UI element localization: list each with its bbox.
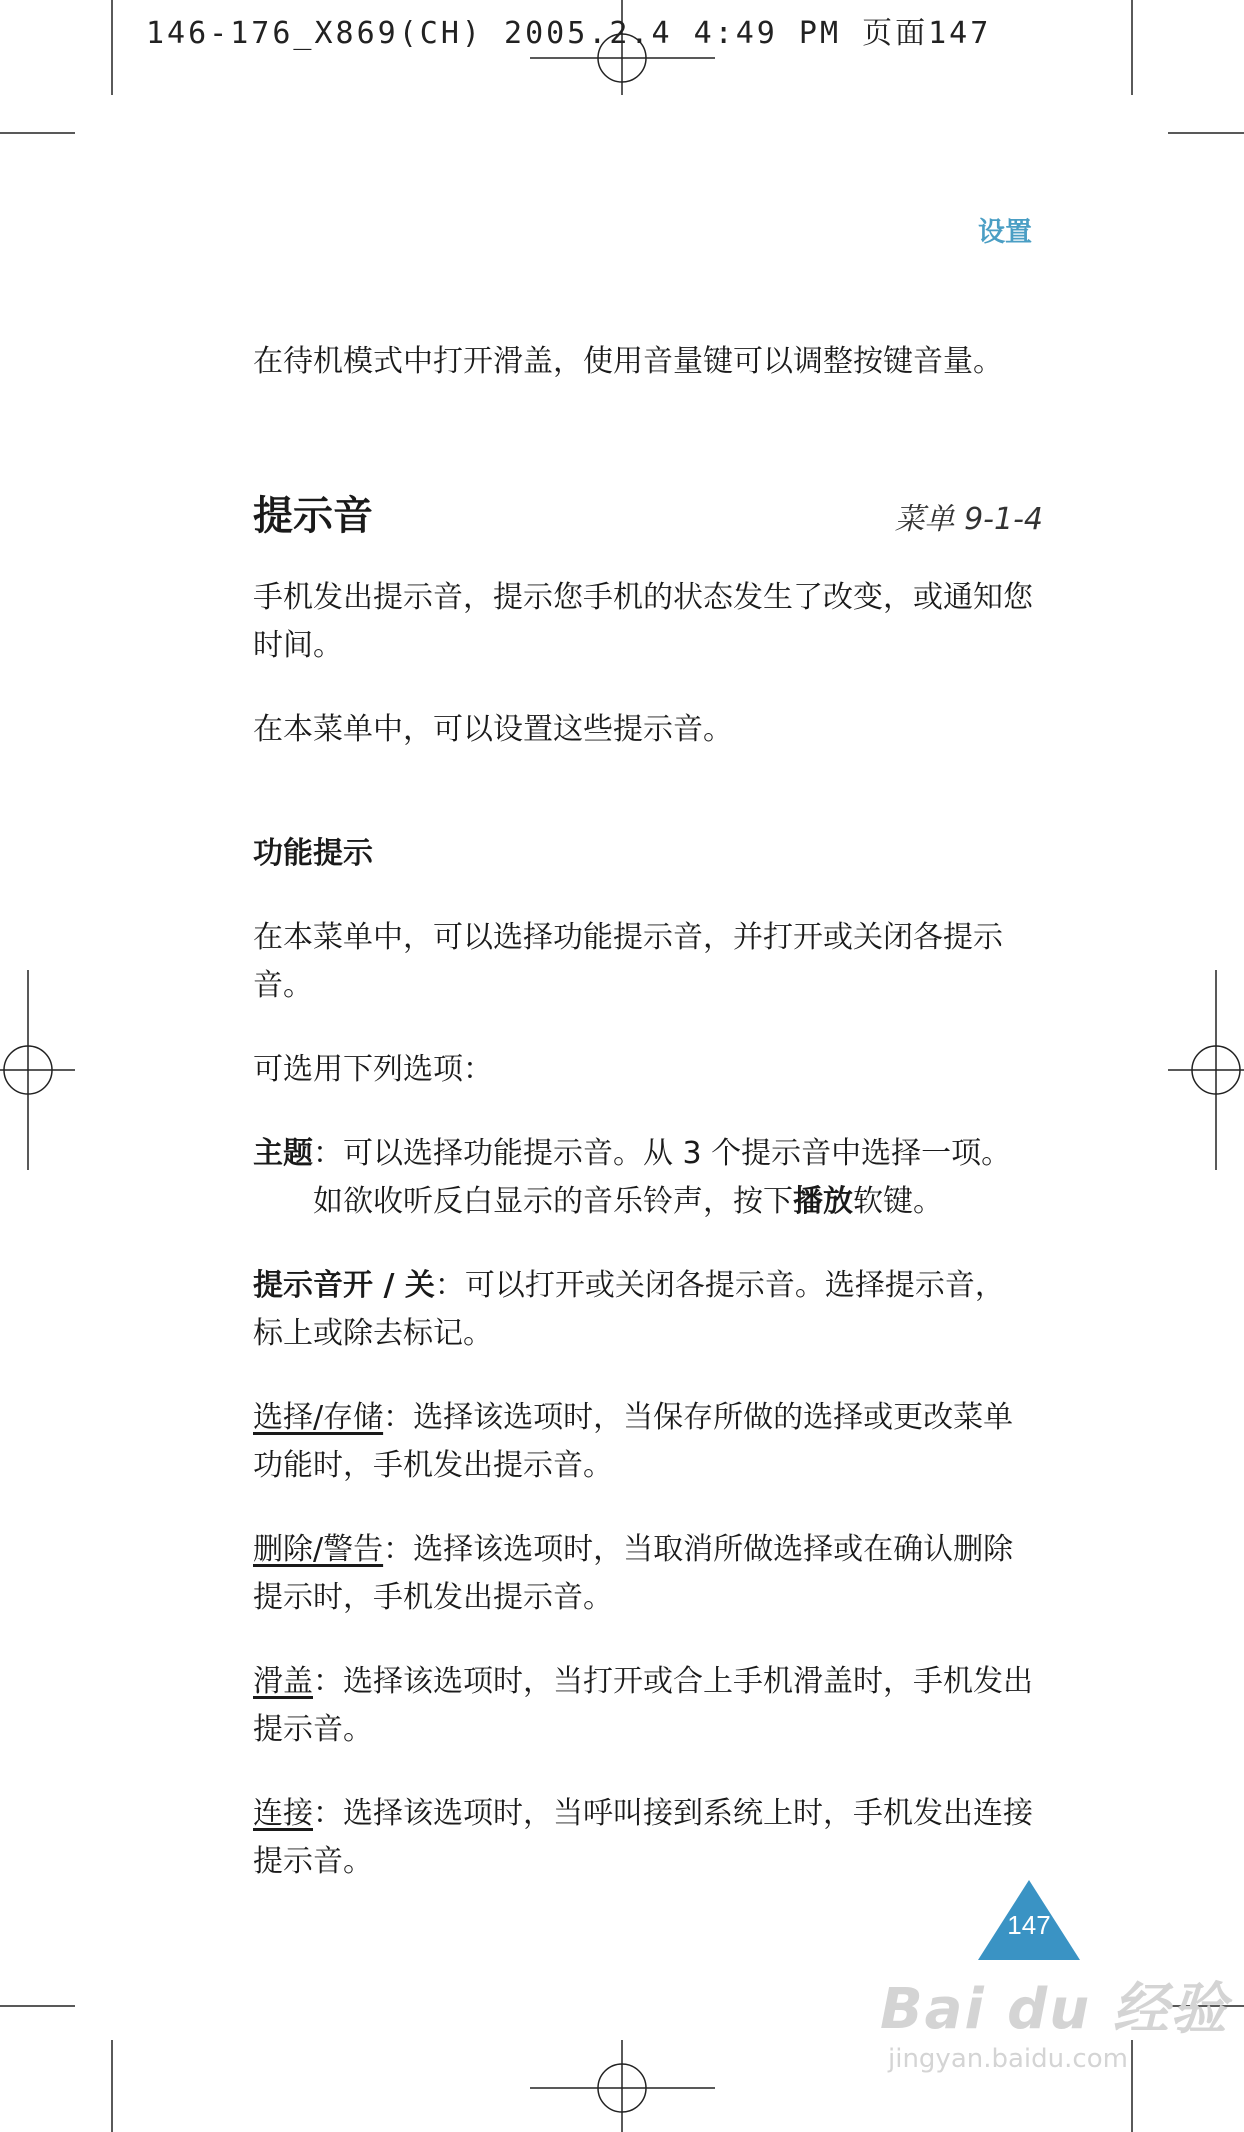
watermark-brand: Bai du 经验 <box>880 1977 1229 2042</box>
softkey-label: 播放 <box>793 1184 853 1219</box>
section-label: 设置 <box>978 217 1032 248</box>
option-text <box>313 1130 1033 1226</box>
page-number: 147 <box>1007 1910 1051 1940</box>
setting-paragraph: 在本菜单中，可以设置这些提示音。 <box>253 712 733 747</box>
watermark-url: jingyan.baidu.com <box>888 2044 1128 2074</box>
sub-option-text: ：选择该选项时，当呼叫接到系统上时，手机发出连接提示音。 <box>253 1796 1033 1879</box>
sub-option <box>253 1526 1033 1622</box>
sub-option <box>253 1658 1033 1754</box>
description-paragraph: 手机发出提示音，提示您手机的状态发生了改变，或通知您时间。 <box>253 580 1033 663</box>
sub-option-text: ：选择该选项时，当取消所做选择或在确认删除提示时，手机发出提示音。 <box>253 1532 1014 1615</box>
section-heading <box>253 488 1043 544</box>
option-onoff <box>253 1262 1033 1358</box>
sub-option-term: 选择/存储 <box>253 1400 384 1435</box>
sub-option <box>253 1790 1033 1886</box>
sub-option-text: ：选择该选项时，当保存所做的选择或更改菜单功能时，手机发出提示音。 <box>253 1400 1014 1483</box>
option-text: ：可以打开或关闭各提示音。选择提示音，标上或除去标记。 <box>253 1268 1005 1351</box>
sub-option-term: 滑盖 <box>253 1664 313 1699</box>
print-header: 146-176_X869(CH) 2005.2.4 4:49 PM 页面147 <box>146 16 992 51</box>
menu-reference: 菜单 9-1-4 <box>894 502 1043 537</box>
sub-option <box>253 1394 1033 1490</box>
subheading: 功能提示 <box>253 836 373 871</box>
content-column <box>253 338 1043 1886</box>
option-term: 提示音开 / 关 <box>253 1268 435 1303</box>
sub-option-term: 删除/警告 <box>253 1532 384 1567</box>
watermark <box>880 1978 1229 2076</box>
option-theme <box>253 1130 1033 1226</box>
sub-option-term: 连接 <box>253 1796 313 1831</box>
function-description: 在本菜单中，可以选择功能提示音，并打开或关闭各提示音。 <box>253 920 1003 1003</box>
intro-paragraph: 在待机模式中打开滑盖，使用音量键可以调整按键音量。 <box>253 344 1003 379</box>
option-term: 主题 <box>253 1136 313 1171</box>
sub-option-text: ：选择该选项时，当打开或合上手机滑盖时，手机发出提示音。 <box>253 1664 1033 1747</box>
options-intro: 可选用下列选项： <box>253 1052 493 1087</box>
option-text-part: 软键。 <box>853 1184 943 1219</box>
option-text-part: ：可以选择功能提示音。从 3 个提示音中选择一项。如欲收听反白显示的音乐铃声，按下 <box>313 1136 1012 1219</box>
heading-title: 提示音 <box>253 493 373 539</box>
